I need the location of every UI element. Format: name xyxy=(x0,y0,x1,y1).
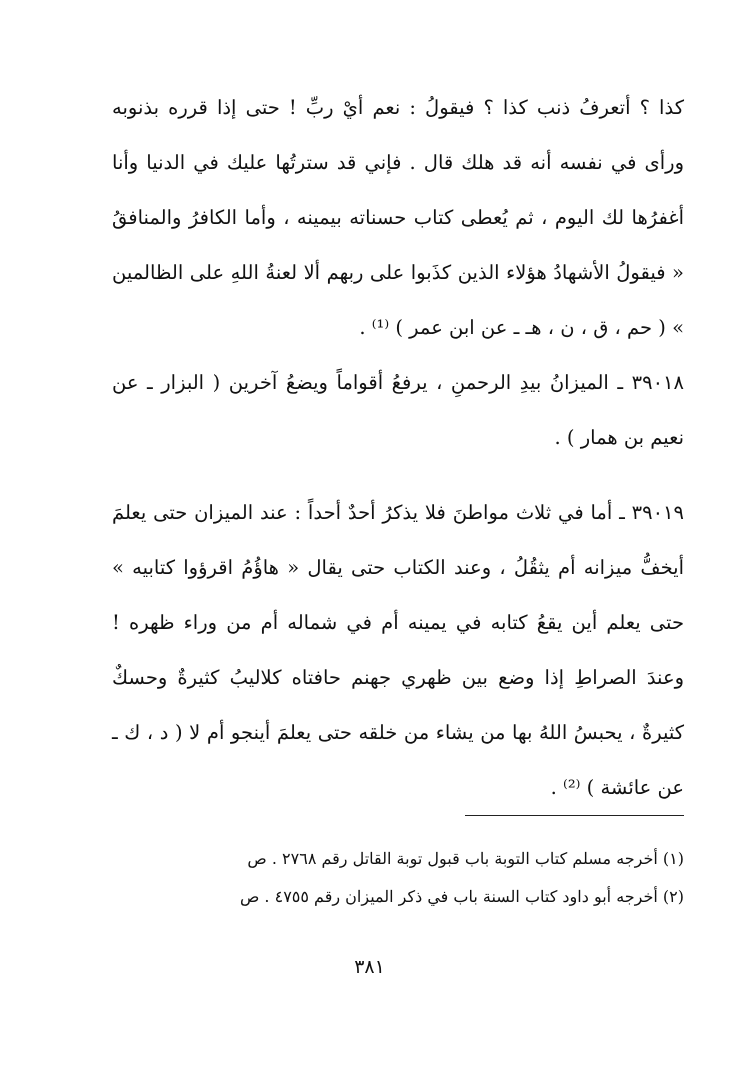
page-number: ٣٨١ xyxy=(354,956,385,978)
hadith-paragraph-continued: كذا ؟ أتعرفُ ذنب كذا ؟ فيقولُ : نعم أيْ ربِّ ! حتى إذا قرره بذنوبه ورأى في نفسه أنه قد هلك قال . فإني قد سترتُها عليك في الدنيا وأنا أغفرُها لك اليوم ، ثم يُعطى كتاب حسناته بيمينه ، وأما الكافرُ والمنافقُ « فيقولُ الأشهادُ هؤلاء الذين كذَبوا على ربهم ألا لعنةُ اللهِ على الظالمين » ( حم ، ق ، ن ، هـ ـ عن ابن عمر ) ⁽¹⁾ . xyxy=(112,96,684,339)
footnotes xyxy=(140,840,684,916)
footnote-1: (١) أخرجه مسلم كتاب التوبة باب قبول توبة القاتل رقم ٢٧٦٨ . ص xyxy=(247,849,684,868)
footnote-separator xyxy=(465,815,684,816)
hadith-paragraph-39019: ٣٩٠١٩ ـ أما في ثلاث مواطنَ فلا يذكرُ أحدٌ أحداً : عند الميزان حتى يعلمَ أيخفُّ ميزانه أم يثقُلُ ، وعند الكتاب حتى يقال « هاؤُمُ اقرؤوا كتابيه » حتى يعلم أين يقعُ كتابه في يمينه أم في شماله أم من وراء ظهره ! وعندَ الصراطِ إذا وضع بين ظهري جهنم حافتاه كلاليبُ كثيرةٌ وحسكٌ كثيرةٌ ، يحبسُ اللهُ بها من يشاء من خلقه حتى يعلمَ أينجو أم لا ( د ، ك ـ عن عائشة ) ⁽²⁾ . xyxy=(112,501,684,799)
hadith-paragraph-39018: ٣٩٠١٨ ـ الميزانُ بيدِ الرحمنِ ، يرفعُ أقواماً ويضعُ آخرين ( البزار ـ عن نعيم بن همار ) . xyxy=(112,371,684,449)
footnote-2: (٢) أخرجه أبو داود كتاب السنة باب في ذكر الميزان رقم ٤٧٥٥ . ص xyxy=(239,887,684,906)
